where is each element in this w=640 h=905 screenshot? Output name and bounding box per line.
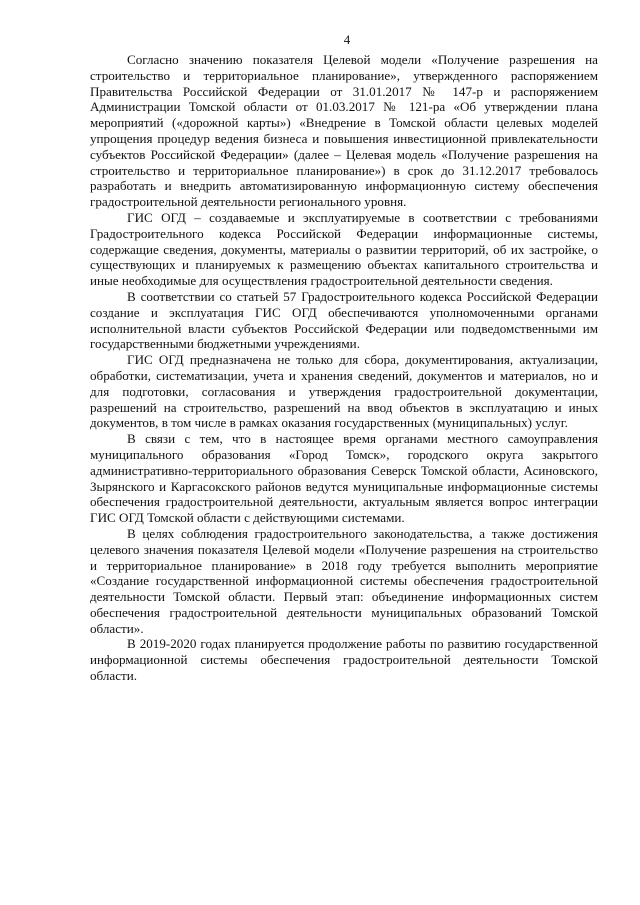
paragraph-2019-2020-plans: В 2019-2020 годах планируется продолжение работы по развитию государственной информационной системы обеспечения градостроительной деятельности Томской области. [90,636,598,684]
paragraph-article-57: В соответствии со статьей 57 Градостроительного кодекса Российской Федерации создание и эксплуатация ГИС ОГД обеспечиваются уполномоченными органами исполнительной власти субъектов Российской Федерации или подведомственными им государственными бюджетными учреждениями. [90,288,598,352]
paragraph-target-model: Согласно значению показателя Целевой модели «Получение разрешения на строительство и территориальное планирование», утвержденного распоряжением Правительства Российской Федерации от 31.01.2017 № 147-р и распоряжением Администрации Томской области от 01.03.2017 № 121-ра «Об утверждении плана мероприятий («дорожной карты») «Внедрение в Томской области целевых моделей упрощения процедур ведения бизнеса и повышения инвестиционной привлекательности субъектов Российской Федерации» (далее – Целевая модель «Получение разрешения на строительство и территориальное планирование») в срок до 31.12.2017 требовалось разработать и внедрить автоматизированную информационную систему обеспечения градостроительной деятельности регионального уровня. [90,52,598,210]
page-number: 4 [343,32,351,47]
document-page [90,32,598,684]
paragraph-gis-purpose: ГИС ОГД предназначена не только для сбора, документирования, актуализации, обработки, систематизации, учета и хранения сведений, документов и материалов, но и для подготовки, согласования и утверждения градостроительной документации, разрешений на строительство, разрешений на ввод объектов в эксплуатацию и иных документов, в том числе в рамках оказания государственных (муниципальных) услуг. [90,352,598,431]
paragraph-2018-measure: В целях соблюдения градостроительного законодательства, а также достижения целевого значения показателя Целевой модели «Получение разрешения на строительство и территориальное планирование» в 2018 году требуется выполнить мероприятие «Создание государственной информационной системы обеспечения градостроительной деятельности Томской области. Первый этап: объединение информационных систем обеспечения градостроительной деятельности муниципальных образований Томской области». [90,525,598,636]
paragraph-gis-ogd-definition: ГИС ОГД – создаваемые и эксплуатируемые в соответствии с требованиями Градостроительного кодекса Российской Федерации информационные системы, содержащие сведения, документы, материалы о развитии территорий, об их застройке, о существующих и планируемых к размещению объектах капитального строительства и иные необходимые для осуществления градостроительной деятельности сведения. [90,209,598,289]
paragraph-municipal-systems: В связи с тем, что в настоящее время органами местного самоуправления муниципального образования «Город Томск», городского округа закрытого административно-территориального образования Северск Томской области, Асиновского, Зырянского и Каргасокского районов ведутся муниципальные информационные системы обеспечения градостроительной деятельности, актуальным является вопрос интеграции ГИС ОГД Томской области с действующими системами. [90,431,598,526]
